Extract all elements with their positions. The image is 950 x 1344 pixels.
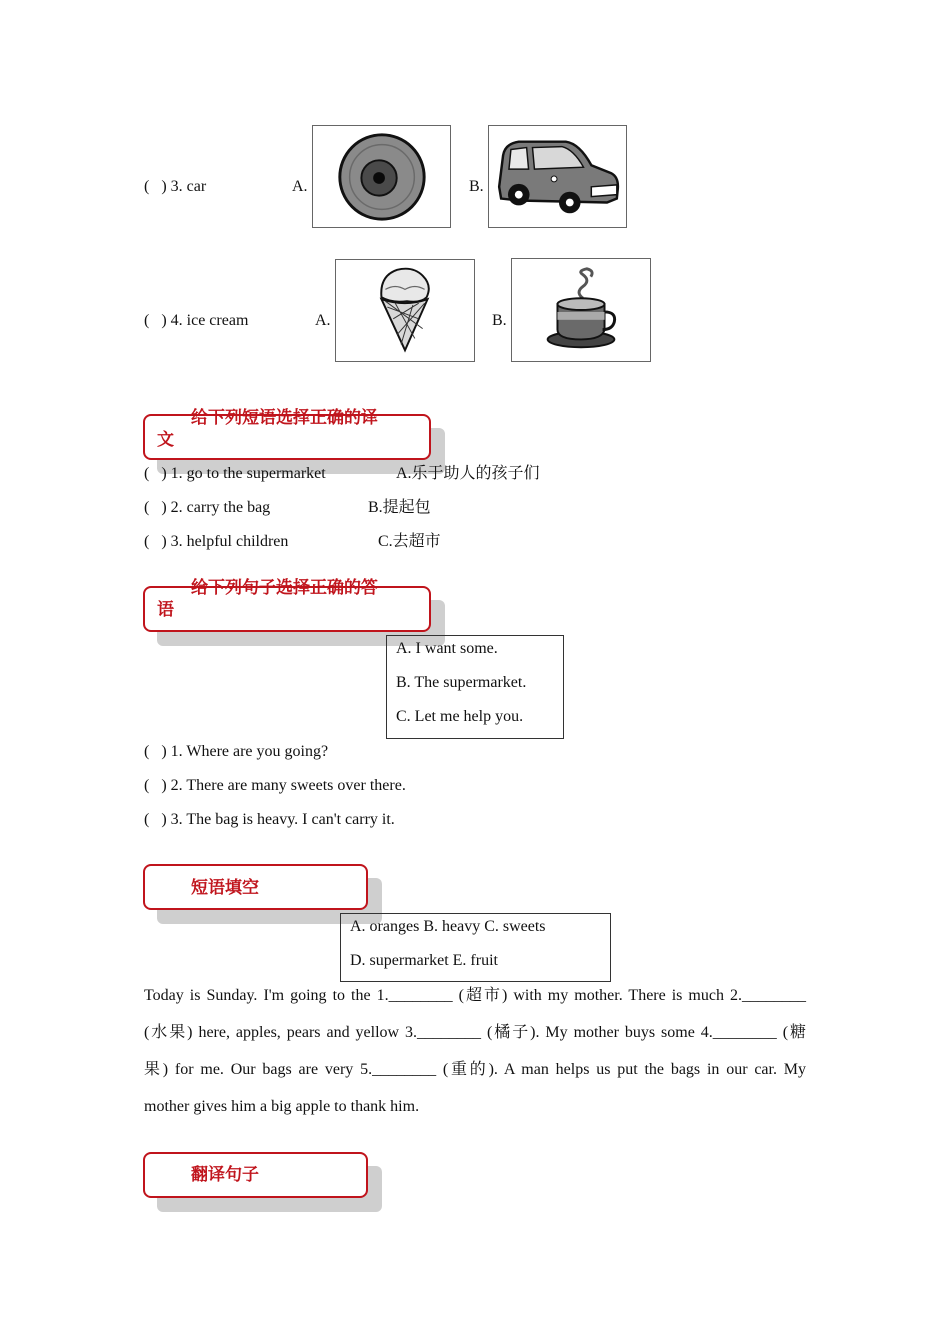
option-item: C. Let me help you. bbox=[396, 708, 524, 725]
answer-paren-open[interactable]: ( bbox=[144, 499, 150, 516]
section-title: 短语填空 bbox=[191, 878, 259, 898]
answer-paren-open[interactable]: ( bbox=[144, 777, 150, 794]
ice-cream-icon bbox=[336, 260, 474, 361]
option-item: A. I want some. bbox=[396, 640, 498, 657]
question-text: 2. carry the bag bbox=[170, 499, 271, 516]
question-text: 1. Where are you going? bbox=[170, 743, 329, 760]
paragraph-line: Today is Sunday. I'm going to the 1.________ (超市) with my mother. There is much 2.________ bbox=[144, 987, 806, 1004]
disc-icon bbox=[313, 126, 450, 227]
answer-paren-open[interactable]: ( bbox=[144, 178, 150, 195]
options-box bbox=[340, 913, 611, 982]
question-text: 3. car bbox=[170, 178, 207, 195]
fill-paragraph bbox=[144, 977, 806, 1125]
answer-paren-close: ) bbox=[161, 465, 167, 482]
question-row bbox=[144, 532, 288, 552]
answer-choice: B.提起包 bbox=[368, 499, 431, 516]
question-text: 3. The bag is heavy. I can't carry it. bbox=[170, 811, 395, 828]
option-label-b: B. bbox=[492, 312, 507, 329]
question-text: 4. ice cream bbox=[170, 312, 249, 329]
question-row bbox=[144, 311, 248, 331]
option-image-b[interactable] bbox=[511, 258, 651, 362]
tea-cup-icon bbox=[512, 259, 650, 361]
answer-paren-open[interactable]: ( bbox=[144, 533, 150, 550]
option-item: B. The supermarket. bbox=[396, 674, 527, 691]
answer-paren-open[interactable]: ( bbox=[144, 312, 150, 329]
question-row bbox=[144, 742, 328, 762]
car-icon bbox=[489, 126, 626, 227]
section-title: 给下列短语选择正确的译 bbox=[191, 408, 378, 428]
paragraph-line: mother gives him a big apple to thank him. bbox=[144, 1098, 420, 1115]
paragraph-line: (水果) here, apples, pears and yellow 3.________ (橘子). My mother buys some 4.________ (糖 bbox=[144, 1024, 806, 1041]
option-label-a: A. bbox=[315, 312, 331, 329]
paragraph-line: 果) for me. Our bags are very 5.________ (重的). A man helps us put the bags in our car. My bbox=[144, 1061, 806, 1078]
section-title-continued: 文 bbox=[157, 430, 174, 450]
question-text: 3. helpful children bbox=[170, 533, 289, 550]
question-row bbox=[144, 498, 270, 518]
option-image-b[interactable] bbox=[488, 125, 627, 228]
option-image-a[interactable] bbox=[335, 259, 475, 362]
answer-paren-open[interactable]: ( bbox=[144, 465, 150, 482]
question-text: 1. go to the supermarket bbox=[170, 465, 326, 482]
answer-choice: A.乐于助人的孩子们 bbox=[396, 465, 540, 482]
options-box bbox=[386, 635, 564, 739]
answer-paren-open[interactable]: ( bbox=[144, 811, 150, 828]
question-row bbox=[144, 464, 326, 484]
answer-paren-close: ) bbox=[161, 811, 167, 828]
section-title-continued: 语 bbox=[157, 600, 174, 620]
answer-paren-close: ) bbox=[161, 777, 167, 794]
answer-paren-close: ) bbox=[161, 499, 167, 516]
answer-paren-close: ) bbox=[161, 178, 167, 195]
answer-paren-open[interactable]: ( bbox=[144, 743, 150, 760]
answer-paren-close: ) bbox=[161, 312, 167, 329]
option-item: A. oranges B. heavy C. sweets bbox=[350, 918, 546, 935]
answer-choice: C.去超市 bbox=[378, 533, 441, 550]
answer-paren-close: ) bbox=[161, 533, 167, 550]
question-row bbox=[144, 776, 406, 796]
option-item: D. supermarket E. fruit bbox=[350, 952, 498, 969]
section-title: 给下列句子选择正确的答 bbox=[191, 578, 378, 598]
option-image-a[interactable] bbox=[312, 125, 451, 228]
question-text: 2. There are many sweets over there. bbox=[170, 777, 406, 794]
option-label-b: B. bbox=[469, 178, 484, 195]
answer-paren-close: ) bbox=[161, 743, 167, 760]
question-row bbox=[144, 810, 395, 830]
section-title: 翻译句子 bbox=[191, 1165, 259, 1185]
question-row bbox=[144, 177, 206, 197]
option-label-a: A. bbox=[292, 178, 308, 195]
